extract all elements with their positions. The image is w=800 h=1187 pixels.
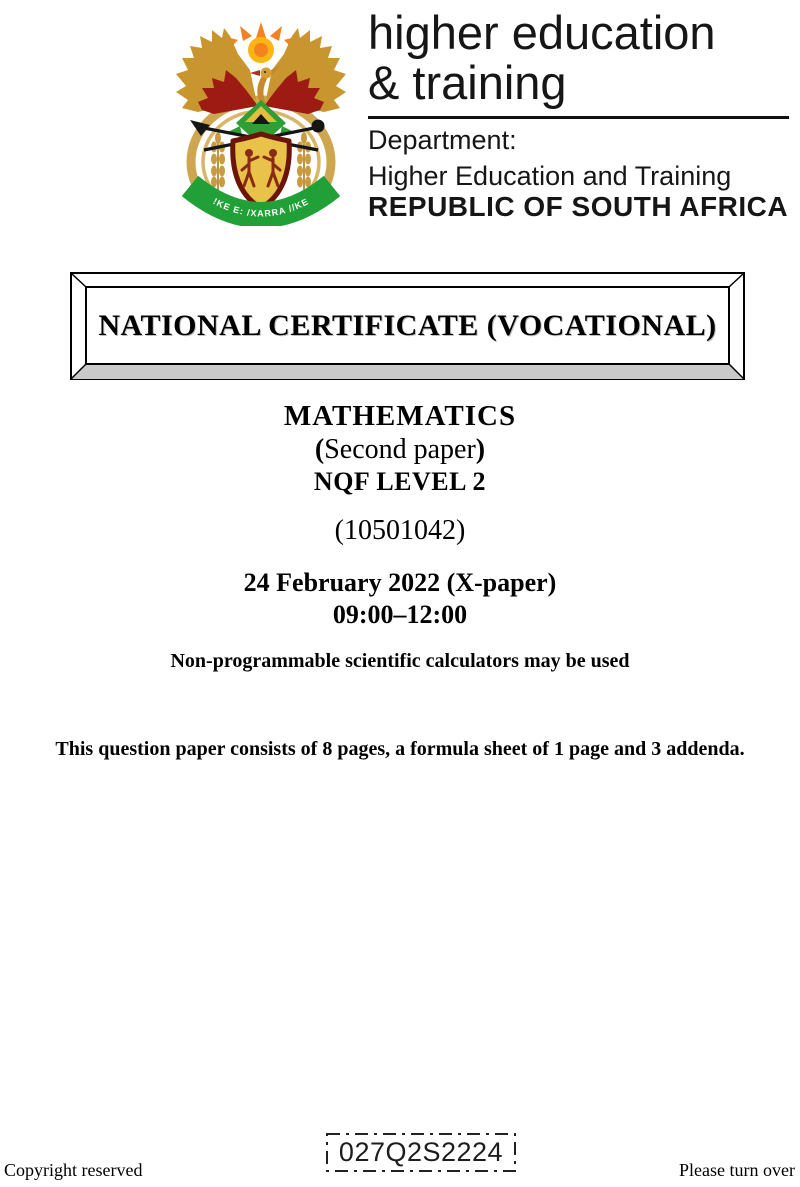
contents-note: This question paper consists of 8 pages, a formula sheet of 1 page and 3 addenda. bbox=[55, 738, 745, 760]
exam-time: 09:00–12:00 bbox=[332, 600, 468, 629]
department-name: Higher Education and Training bbox=[368, 161, 732, 191]
brand-divider bbox=[368, 116, 789, 119]
brand-title-line1: higher education bbox=[368, 6, 716, 59]
nqf-level: NQF LEVEL 2 bbox=[313, 467, 487, 496]
shield-icon bbox=[233, 134, 290, 208]
subject-title: MATHEMATICS bbox=[283, 400, 517, 432]
brand-title-line2: & training bbox=[368, 56, 567, 109]
exam-code-box bbox=[325, 1132, 517, 1173]
department-label: Department: bbox=[368, 125, 517, 155]
department-brand-block bbox=[368, 8, 792, 222]
calculator-note: Non-programmable scientific calculators may be used bbox=[170, 650, 630, 672]
motto-text: !KE E: /XARRA //KE bbox=[211, 196, 311, 219]
brand-title bbox=[368, 8, 792, 108]
certificate-title-box bbox=[70, 272, 745, 380]
subject-code: (10501042) bbox=[334, 515, 466, 546]
copyright-note: Copyright reserved bbox=[4, 1160, 143, 1180]
certificate-title: NATIONAL CERTIFICATE (VOCATIONAL) bbox=[98, 309, 717, 342]
exam-date: 24 February 2022 (X-paper) bbox=[243, 568, 557, 597]
coat-of-arms-icon bbox=[168, 14, 354, 226]
exam-code: 027Q2S2224 bbox=[338, 1137, 504, 1167]
country-name: REPUBLIC OF SOUTH AFRICA bbox=[368, 191, 789, 222]
paper-close-paren: ) bbox=[475, 434, 486, 465]
paper-name bbox=[0, 434, 800, 466]
paper-open-paren: ( bbox=[314, 434, 325, 465]
turn-over-note: Please turn over bbox=[679, 1160, 795, 1180]
paper-label: Second paper bbox=[324, 434, 476, 465]
